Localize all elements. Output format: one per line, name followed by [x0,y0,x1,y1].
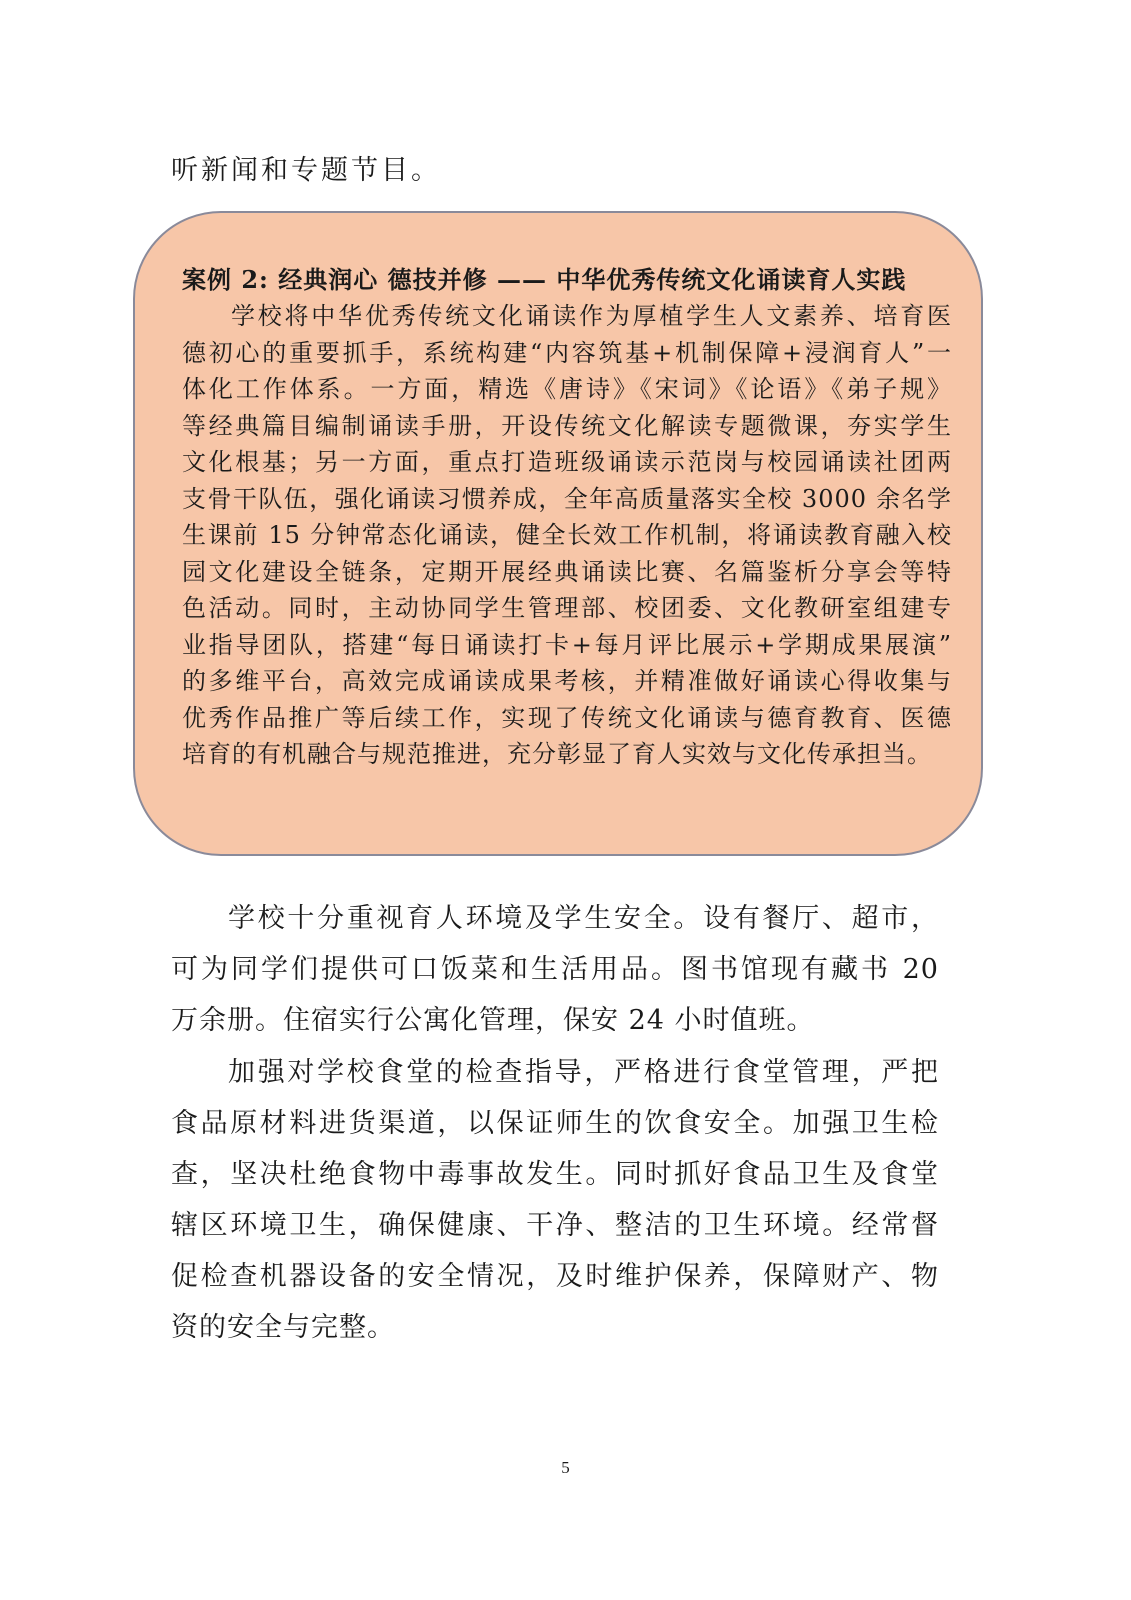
case-study-title: 案例 2: 经典润心 德技并修 —— 中华优秀传统文化诵读育人实践 [182,265,907,294]
paragraph-line: 可为同学们提供可口饭菜和生活用品。图书馆现有藏书 20 [171,954,939,985]
case-line: 支骨干队伍，强化诵读习惯养成，全年高质量落实全校 3000 余名学 [182,484,952,513]
paragraph-line: 学校十分重视育人环境及学生安全。设有餐厅、超市， [228,903,939,934]
case-line: 生课前 15 分钟常态化诵读，健全长效工作机制，将诵读教育融入校 [182,521,952,549]
case-line: 培育的有机融合与规范推进，充分彰显了育人实效与文化传承担当。 [182,740,932,768]
paragraph-canteen-safety [171,1047,939,1353]
paragraph-line: 食品原材料进货渠道，以保证师生的饮食安全。加强卫生检 [171,1108,939,1139]
paragraph-line: 辖区环境卫生，确保健康、干净、整洁的卫生环境。经常督 [171,1210,939,1241]
case-line: 业指导团队，搭建“每日诵读打卡+每月评比展示+学期成果展演” [182,630,952,659]
paragraph-line: 查，坚决杜绝食物中毒事故发生。同时抓好食品卫生及食堂 [171,1159,939,1190]
case-line: 德初心的重要抓手，系统构建“内容筑基+机制保障+浸润育人”一 [182,338,952,367]
intro-line-end: 听新闻和专题节目。 [171,155,441,186]
case-line: 等经典篇目编制诵读手册，开设传统文化解读专题微课，夯实学生 [182,411,952,440]
case-line: 体化工作体系。一方面，精选《唐诗》《宋词》《论语》《弟子规》 [182,375,952,403]
paragraph-line: 促检查机器设备的安全情况，及时维护保养，保障财产、物 [171,1261,939,1292]
paragraph-line: 加强对学校食堂的检查指导，严格进行食堂管理，严把 [228,1057,939,1088]
paragraph-line: 资的安全与完整。 [171,1312,395,1343]
case-line: 园文化建设全链条，定期开展经典诵读比赛、名篇鉴析分享会等特 [182,557,952,586]
case-line: 的多维平台，高效完成诵读成果考核，并精准做好诵读心得收集与 [182,667,952,695]
case-study-box [133,211,983,856]
case-line: 文化根基；另一方面，重点打造班级诵读示范岗与校园诵读社团两 [182,448,952,476]
case-line: 色活动。同时，主动协同学生管理部、校团委、文化教研室组建专 [182,594,952,622]
page-number: 5 [561,1458,570,1477]
paragraph-school-environment [171,893,939,1046]
case-study-body [182,298,952,773]
case-line: 学校将中华优秀传统文化诵读作为厚植学生人文素养、培育医 [231,302,952,330]
paragraph-line: 万余册。住宿实行公寓化管理，保安 24 小时值班。 [171,1005,815,1036]
case-line: 优秀作品推广等后续工作，实现了传统文化诵读与德育教育、医德 [182,703,952,732]
